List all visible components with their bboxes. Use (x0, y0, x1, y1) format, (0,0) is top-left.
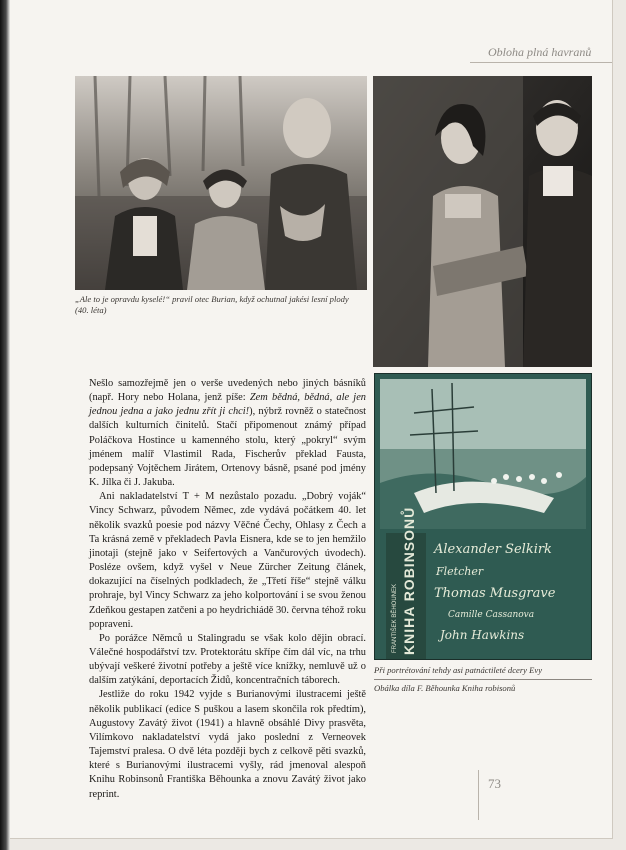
cover-title: KNIHA ROBINSONŮ (401, 506, 417, 655)
running-header: Obloha plná havranů (488, 45, 592, 59)
cover-name: Thomas Musgrave (434, 586, 556, 601)
photo-caption: Při portrétování tehdy asi patnáctileté dcery Evy (374, 665, 543, 675)
cover-name: Camille Cassanova (448, 610, 535, 620)
paragraph: Po porážce Němců u Stalingradu se však kolo dějin obrací. Válečné hospodářství tzv. Protektorátu skřípe čím dál víc, na trhu ubývají veškeré životní potřeby a ještě více knížky, nemluvě už o dalším zatýkání, deportacích Židů, koncentračních táborech. (89, 632, 366, 687)
photo-painting-portrait (373, 76, 592, 367)
caption-rule (374, 679, 592, 680)
paragraph: Nešlo samozřejmě jen o verše uvedených nebo jiných básníků (např. Hory nebo Holana, jenž píše: Zem bědná, bědná, ale jen jednou jedna a jako jednu zřít ji chci!), nýbrž rovněž o statečnost dalších kulturních činitelů. Stačí připomenout známý případ Poláčkova Hostince u kamenného stolu, který „pokryl“ svým jménem malíř Vlastimil Rada, Fischerův překlad Fausta, podepsaný Vojtěchem Jirátem, Ortenovy básně, psané pod jmény K. Jílka či J. Jakuba. (89, 378, 367, 489)
paragraph: Ani nakladatelství T + M nezůstalo pozadu. „Dobrý voják“ Vincy Schwarz, původem Němec, zde vydává počátkem 40. let několik svazků poesie pod názvy Věčné Čechy, Ohlasy z Čech a Ta krásná země v překladech Pavla Eisnera, kde se to jen hemžilo jinotaji (stejně jako v Seifertových a Vančurových úvodech). Posléze ovšem, když vyšel v Neue Zürcher Zeitung článek, dokazující na číselných podkladech, že „Třetí říše“ stejně válku prohraje, byl Vincy Schwarz za jeho kolportování i se svou ženou Zdeňkou gestapen zatčeni a po heydrichiádě 30. června téhož roku popraveni. (89, 491, 366, 630)
page-number: 73 (488, 776, 501, 791)
paragraph: Jestliže do roku 1942 vyjde s Burianovými ilustracemi ještě několik publikací (edice S puškou a lasem skončila rok předtím), Augustovy Zavátý život (1941) a hlavně obsáhlé Divy prasvěta, Vilímkovo nakladatelství vydá jako poslední z Verneovek Tajemství pralesa. O dvě léta později bych z celkově pěti svazků, které s Burianovými ilustracemi vyšly, rád jmenoval alespoň Knihu Robinsonů Františka Běhounka a znovu Zavátý život jako reprint. (89, 689, 366, 800)
cover-author: FRANTIŠEK BĚHOUNEK (392, 583, 398, 653)
photo-caption: „Ale to je opravdu kyselé!“ pravil otec Burian, když ochutnal jakési lesní plody (40. léta) (75, 294, 349, 315)
cover-name: Alexander Selkirk (434, 542, 552, 557)
book-spine-shadow (0, 0, 10, 850)
footer-rule (478, 770, 479, 820)
book-cover-image (374, 373, 592, 660)
article-body (89, 377, 366, 802)
photo-caption: Obálka díla F. Běhounka Kniha robisonů (374, 683, 516, 693)
photo-forest-group (75, 76, 367, 290)
cover-name: Fletcher (436, 565, 484, 578)
cover-name: John Hawkins (440, 628, 525, 642)
header-rule (470, 62, 612, 63)
